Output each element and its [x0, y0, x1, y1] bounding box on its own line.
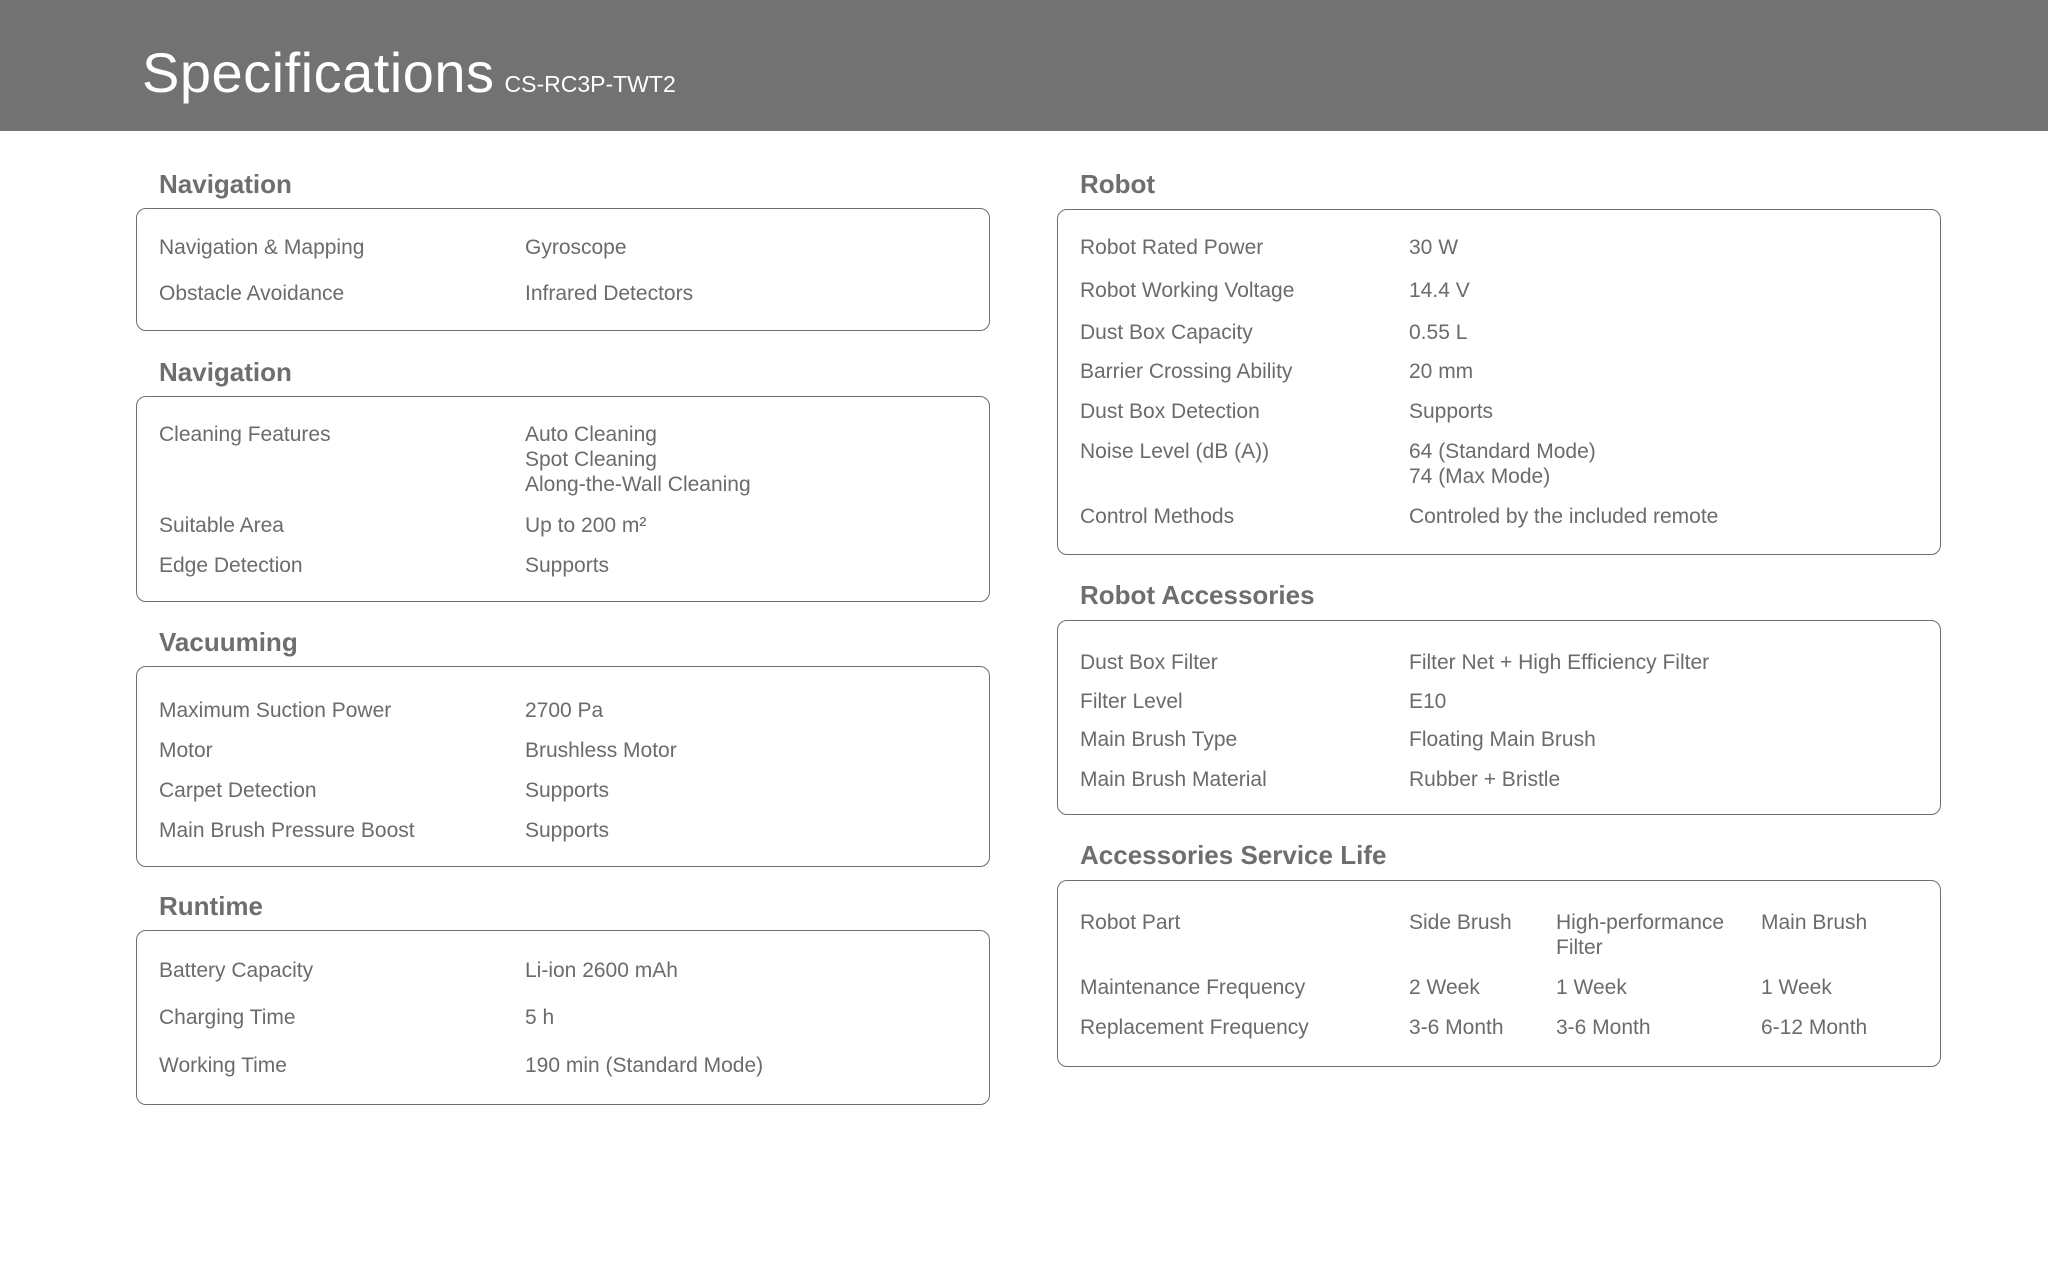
table-header-cell: Side Brush	[1409, 911, 1512, 934]
section-title-robot-accessories: Robot Accessories	[1080, 580, 1315, 610]
table-cell: 1 Week	[1761, 976, 1832, 999]
spec-label: Robot Working Voltage	[1080, 279, 1295, 302]
spec-label: Obstacle Avoidance	[159, 282, 345, 305]
spec-label: Dust Box Capacity	[1080, 321, 1253, 344]
table-cell: Replacement Frequency	[1080, 1016, 1309, 1039]
table-header-line: High-performance	[1556, 911, 1725, 934]
spec-value: Supports	[1409, 400, 1494, 423]
spec-value-line: 64 (Standard Mode)	[1409, 440, 1596, 463]
spec-label: Main Brush Type	[1080, 728, 1238, 751]
section-title-vacuuming: Vacuuming	[159, 627, 298, 657]
robot-box	[1057, 209, 1941, 555]
runtime-box	[136, 930, 990, 1105]
page-header	[0, 0, 2048, 131]
spec-label: Maximum Suction Power	[159, 699, 392, 722]
vacuuming-box	[136, 666, 990, 867]
spec-label: Charging Time	[159, 1006, 296, 1029]
table-cell: 3-6 Month	[1409, 1016, 1504, 1039]
spec-label: Motor	[159, 739, 213, 762]
table-cell: 6-12 Month	[1761, 1016, 1868, 1039]
spec-value: Filter Net + High Efficiency Filter	[1409, 651, 1710, 674]
spec-label: Robot Rated Power	[1080, 236, 1264, 259]
spec-value: 0.55 L	[1409, 321, 1468, 344]
spec-label: Noise Level (dB (A))	[1080, 440, 1270, 463]
spec-label: Suitable Area	[159, 514, 284, 537]
table-header-line: Filter	[1556, 936, 1603, 959]
spec-value-line: 74 (Max Mode)	[1409, 465, 1551, 488]
spec-value-line: Along-the-Wall Cleaning	[525, 473, 751, 496]
spec-value: Controled by the included remote	[1409, 505, 1719, 528]
spec-value-line: Auto Cleaning	[525, 423, 657, 446]
spec-value-line: Spot Cleaning	[525, 448, 657, 471]
cleaning-box	[136, 396, 990, 602]
table-cell: 3-6 Month	[1556, 1016, 1651, 1039]
section-title-robot: Robot	[1080, 169, 1156, 199]
spec-value: Supports	[525, 554, 610, 577]
spec-value	[1409, 439, 1596, 489]
spec-label: Edge Detection	[159, 554, 303, 577]
spec-value: E10	[1409, 690, 1447, 713]
spec-value: Floating Main Brush	[1409, 728, 1596, 751]
section-title-service-life: Accessories Service Life	[1080, 840, 1387, 870]
spec-value: 5 h	[525, 1006, 555, 1029]
spec-value: 190 min (Standard Mode)	[525, 1054, 764, 1077]
spec-value: Li-ion 2600 mAh	[525, 959, 678, 982]
spec-value: Supports	[525, 779, 610, 802]
spec-value: Gyroscope	[525, 236, 627, 259]
page-title-text: Specifications	[142, 41, 495, 104]
spec-label: Barrier Crossing Ability	[1080, 360, 1293, 383]
page-title	[142, 38, 676, 119]
spec-value: Supports	[525, 819, 610, 842]
spec-label: Dust Box Detection	[1080, 400, 1260, 423]
table-cell: 2 Week	[1409, 976, 1480, 999]
table-header-cell	[1556, 910, 1724, 960]
model-number: CS-RC3P-TWT2	[504, 71, 676, 97]
section-title-navigation: Navigation	[159, 169, 292, 199]
spec-label: Filter Level	[1080, 690, 1183, 713]
table-cell: Maintenance Frequency	[1080, 976, 1306, 999]
spec-value: 14.4 V	[1409, 279, 1470, 302]
spec-value: Brushless Motor	[525, 739, 677, 762]
section-title-cleaning: Navigation	[159, 357, 292, 387]
spec-label: Main Brush Pressure Boost	[159, 819, 415, 842]
spec-value: 30 W	[1409, 236, 1459, 259]
service-life-box	[1057, 880, 1941, 1067]
spec-value	[525, 422, 751, 497]
spec-label: Cleaning Features	[159, 423, 331, 446]
table-cell: 1 Week	[1556, 976, 1627, 999]
table-header-cell: Main Brush	[1761, 911, 1868, 934]
spec-value: 2700 Pa	[525, 699, 604, 722]
accessories-box	[1057, 620, 1941, 815]
spec-value: Rubber + Bristle	[1409, 768, 1561, 791]
section-title-runtime: Runtime	[159, 891, 263, 921]
spec-value: Up to 200 m²	[525, 514, 647, 537]
table-header-cell: Robot Part	[1080, 911, 1181, 934]
spec-label: Control Methods	[1080, 505, 1235, 528]
spec-value: Infrared Detectors	[525, 282, 694, 305]
spec-label: Navigation & Mapping	[159, 236, 365, 259]
navigation-box	[136, 208, 990, 331]
spec-label: Dust Box Filter	[1080, 651, 1218, 674]
spec-label: Working Time	[159, 1054, 287, 1077]
spec-label: Carpet Detection	[159, 779, 317, 802]
spec-label: Main Brush Material	[1080, 768, 1267, 791]
spec-value: 20 mm	[1409, 360, 1474, 383]
spec-label: Battery Capacity	[159, 959, 314, 982]
